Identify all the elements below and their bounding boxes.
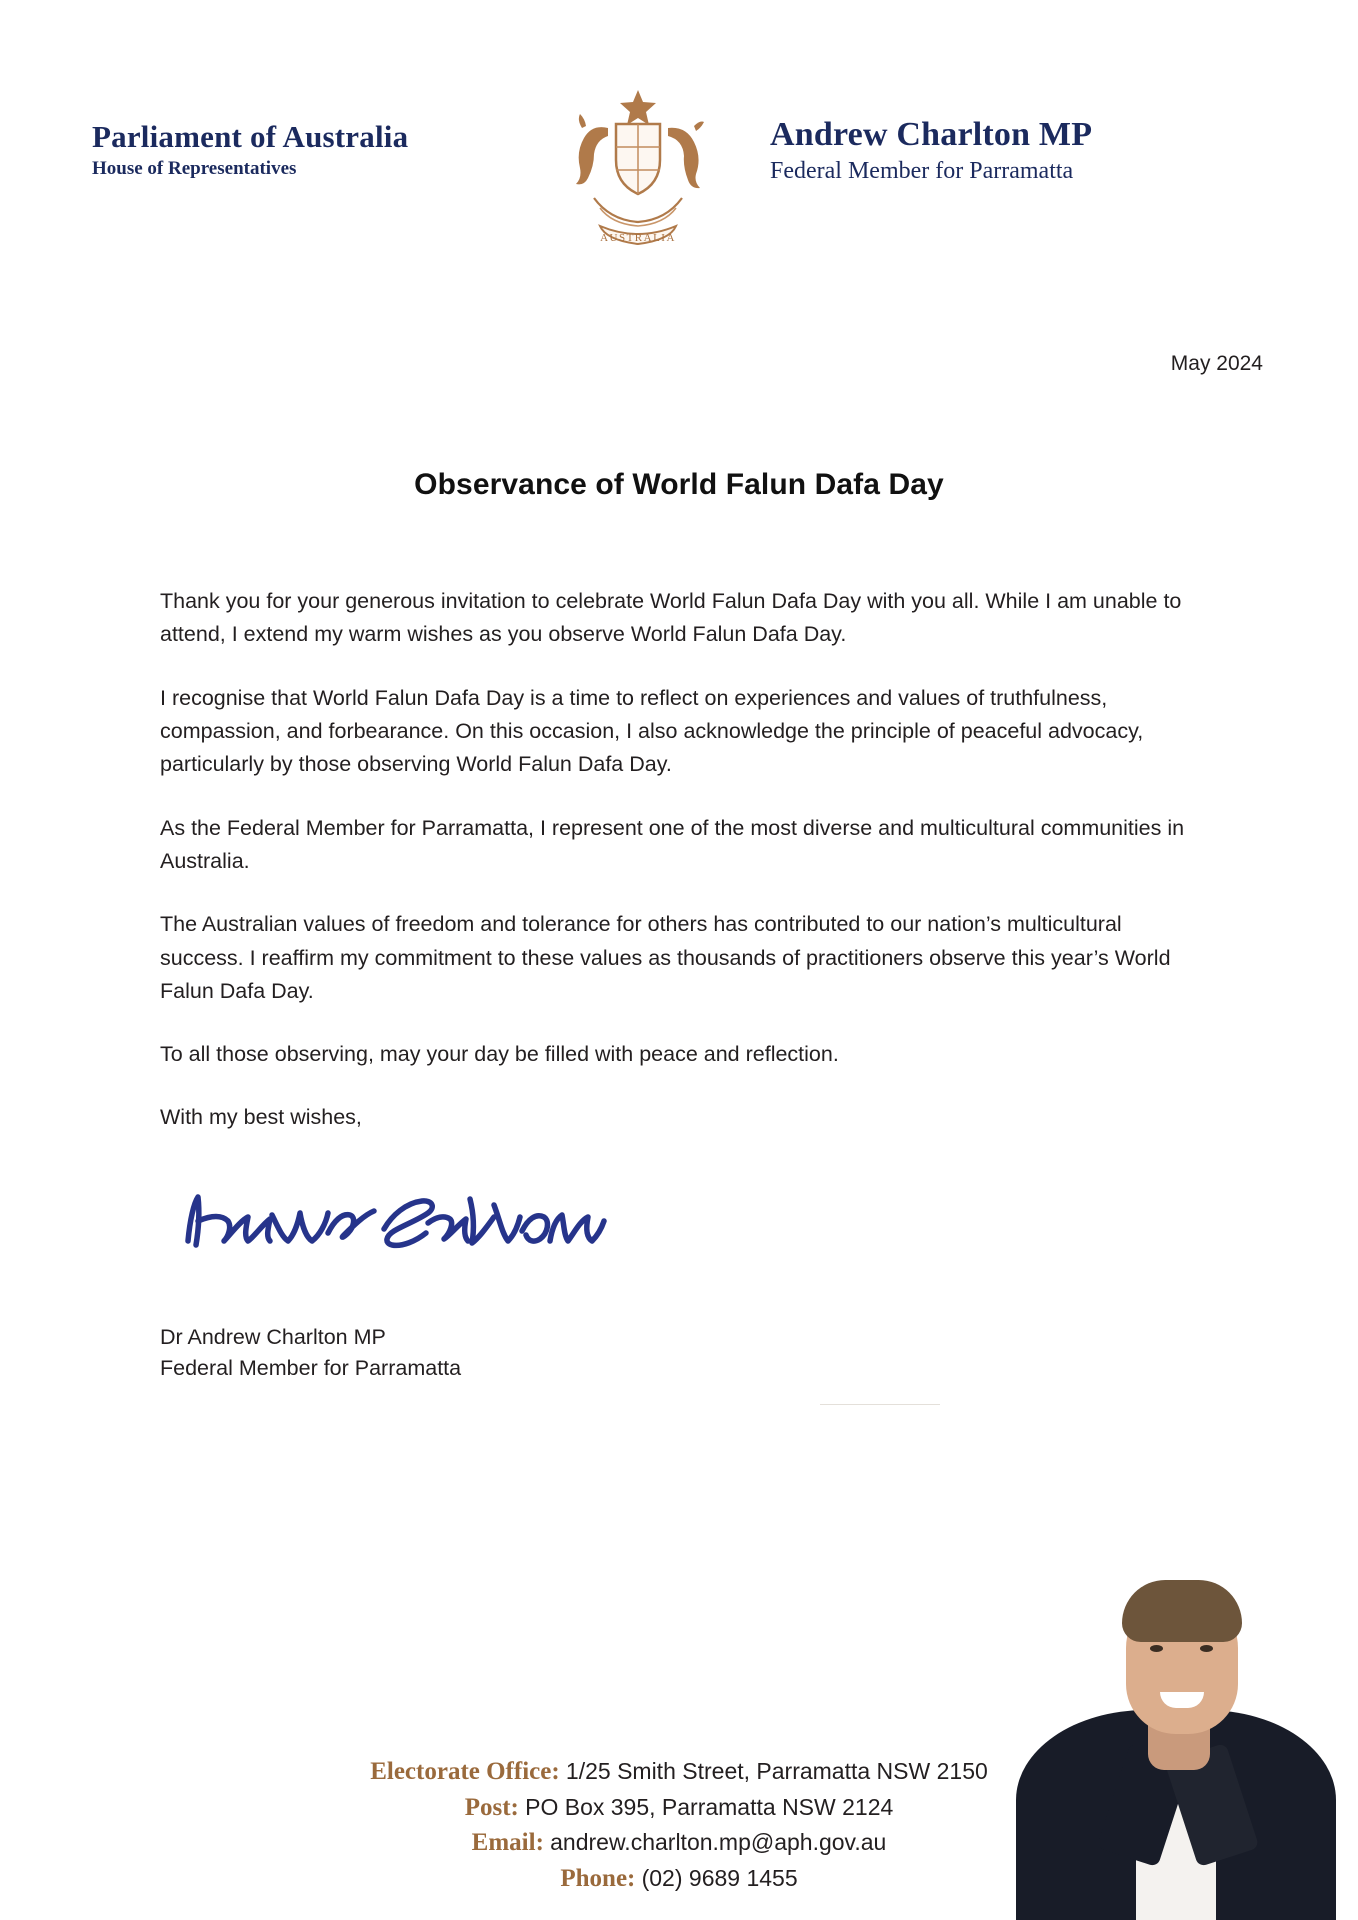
footer-value: PO Box 395, Parramatta NSW 2124 (525, 1793, 894, 1820)
footer-email-value[interactable]: andrew.charlton.mp@aph.gov.au (550, 1829, 887, 1855)
parliament-subtitle: House of Representatives (92, 158, 297, 180)
paragraph: The Australian values of freedom and tolerance for others has contributed to our nation’s multicultural success. I reaffirm my commitment to these values as thousands of practitioners observe this year’s World Falun Dafa Day. (160, 912, 1171, 1003)
footer-label: Post: (464, 1793, 519, 1821)
signer-title: Federal Member for Parramatta (160, 1356, 462, 1381)
page-title: Observance of World Falun Dafa Day (414, 468, 944, 501)
paragraph: Thank you for your generous invitation to celebrate World Falun Dafa Day with you all. While I am unable to attend, I extend my warm wishes as you observe World Falun Dafa Day. (160, 589, 1182, 647)
contact-footer (0, 1754, 1358, 1896)
footer-value: 1/25 Smith Street, Parramatta NSW 2150 (565, 1758, 988, 1784)
divider (820, 1404, 940, 1405)
portrait-eye-left (1150, 1645, 1163, 1652)
footer-label: Phone: (560, 1864, 636, 1892)
footer-row (0, 1754, 1358, 1790)
footer-phone-value[interactable]: (02) 9689 1455 (641, 1864, 798, 1891)
australian-coat-of-arms-icon (538, 76, 738, 266)
member-branding (770, 116, 1230, 185)
letterhead (0, 96, 1358, 256)
portrait-hair (1122, 1580, 1242, 1642)
signature-block (160, 1322, 760, 1384)
svg-text:AUSTRALIA: AUSTRALIA (600, 232, 676, 244)
footer-row (0, 1861, 1358, 1897)
signer-name: Dr Andrew Charlton MP (160, 1325, 386, 1349)
footer-label: Electorate Office: (370, 1758, 560, 1785)
letter-date: May 2024 (1170, 352, 1263, 375)
footer-label: Email: (471, 1829, 544, 1856)
footer-row (0, 1825, 1358, 1861)
member-name: Andrew Charlton MP (770, 116, 1093, 153)
signature-image (178, 1175, 638, 1265)
paragraph: With my best wishes, (160, 1105, 362, 1130)
portrait-eye-right (1200, 1645, 1213, 1652)
member-title: Federal Member for Parramatta (770, 158, 1074, 185)
paragraph: I recognise that World Falun Dafa Day is a time to reflect on experiences and values of truthfulness, compassion, and forbearance. On this occasion, I also acknowledge the principle of peaceful advocacy, particularly by those observing World Falun Dafa Day. (160, 685, 1144, 777)
letter-body (160, 585, 1200, 1165)
paragraph: As the Federal Member for Parramatta, I represent one of the most diverse and multicultural communities in Australia. (160, 815, 1185, 873)
paragraph: To all those observing, may your day be filled with peace and reflection. (160, 1042, 839, 1067)
parliament-branding (92, 120, 522, 180)
footer-row (0, 1790, 1358, 1826)
parliament-title: Parliament of Australia (92, 119, 409, 154)
